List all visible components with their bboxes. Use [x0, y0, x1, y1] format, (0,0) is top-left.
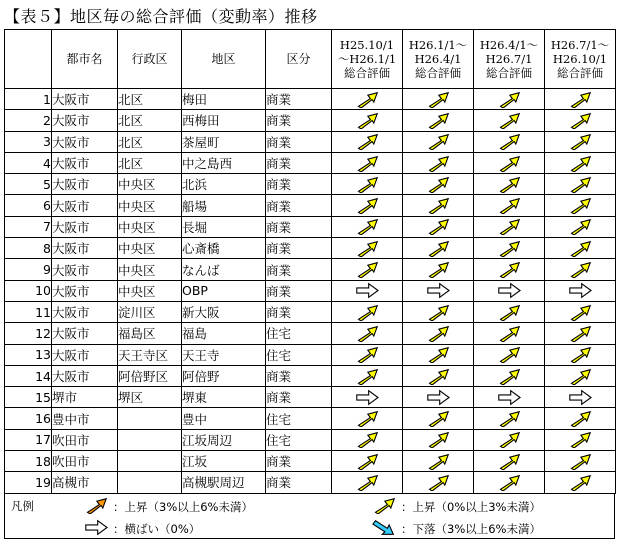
header-period-1: H25.10/1 ～H26.1/1 総合評価	[332, 30, 403, 89]
ward-cell	[118, 408, 182, 429]
row-number: 1	[5, 89, 52, 110]
district-cell: OBP	[182, 280, 266, 301]
trend-cell-period-2	[403, 174, 474, 195]
district-cell: 豊中	[182, 408, 266, 429]
row-number: 6	[5, 195, 52, 216]
diagonal-up-arrow-yellow-icon	[354, 474, 380, 491]
diagonal-up-arrow-yellow-icon	[496, 346, 522, 363]
table-row	[5, 131, 616, 152]
legend-item-up-large	[83, 497, 253, 517]
row-number: 17	[5, 429, 52, 450]
ward-cell: 中央区	[118, 174, 182, 195]
right-arrow-white-icon	[496, 282, 522, 299]
trend-cell-period-3	[474, 110, 545, 131]
ward-cell: 福島区	[118, 323, 182, 344]
trend-cell-period-2	[403, 131, 474, 152]
diagonal-up-arrow-yellow-icon	[425, 304, 451, 321]
trend-cell-period-4	[545, 238, 616, 259]
diagonal-up-arrow-yellow-icon	[496, 155, 522, 172]
category-cell: 住宅	[266, 323, 332, 344]
ward-cell: 中央区	[118, 195, 182, 216]
city-cell: 大阪市	[52, 110, 118, 131]
district-cell: 心斎橋	[182, 238, 266, 259]
district-cell: 新大阪	[182, 301, 266, 322]
diagonal-up-arrow-yellow-icon	[496, 325, 522, 342]
row-number: 9	[5, 259, 52, 280]
row-number: 14	[5, 365, 52, 386]
row-number: 16	[5, 408, 52, 429]
trend-cell-period-1	[332, 89, 403, 110]
diagonal-up-arrow-yellow-icon	[567, 474, 593, 491]
right-arrow-white-icon	[354, 282, 380, 299]
legend-up-large-label: ：上昇（3%以上6%未満）	[113, 500, 253, 514]
header-ward: 行政区	[118, 30, 182, 89]
table-row	[5, 365, 616, 386]
legend-title: 凡例	[11, 499, 34, 513]
trend-cell-period-1	[332, 387, 403, 408]
ward-cell	[118, 429, 182, 450]
trend-cell-period-4	[545, 344, 616, 365]
legend-item-down	[371, 519, 541, 539]
city-cell: 吹田市	[52, 429, 118, 450]
trend-cell-period-4	[545, 472, 616, 493]
category-cell: 商業	[266, 110, 332, 131]
trend-cell-period-1	[332, 131, 403, 152]
district-cell: 船場	[182, 195, 266, 216]
city-cell: 大阪市	[52, 216, 118, 237]
trend-cell-period-4	[545, 429, 616, 450]
category-cell: 住宅	[266, 429, 332, 450]
category-cell: 商業	[266, 131, 332, 152]
category-cell: 商業	[266, 238, 332, 259]
diagonal-up-arrow-yellow-icon	[567, 133, 593, 150]
trend-cell-period-3	[474, 174, 545, 195]
diagonal-up-arrow-yellow-icon	[354, 197, 380, 214]
row-number: 5	[5, 174, 52, 195]
table-row	[5, 110, 616, 131]
diagonal-up-arrow-yellow-icon	[567, 91, 593, 108]
category-cell: 商業	[266, 152, 332, 173]
category-cell: 住宅	[266, 408, 332, 429]
trend-cell-period-2	[403, 238, 474, 259]
row-number: 8	[5, 238, 52, 259]
trend-cell-period-1	[332, 152, 403, 173]
ward-cell	[118, 472, 182, 493]
trend-cell-period-1	[332, 408, 403, 429]
city-cell: 堺市	[52, 387, 118, 408]
table-row	[5, 472, 616, 493]
category-cell: 商業	[266, 387, 332, 408]
trend-cell-period-2	[403, 323, 474, 344]
diagonal-up-arrow-yellow-icon	[496, 261, 522, 278]
diagonal-up-arrow-yellow-icon	[425, 431, 451, 448]
city-cell: 大阪市	[52, 323, 118, 344]
table-row	[5, 323, 616, 344]
trend-cell-period-2	[403, 110, 474, 131]
district-cell: 阿倍野	[182, 365, 266, 386]
trend-cell-period-4	[545, 89, 616, 110]
district-cell: 長堀	[182, 216, 266, 237]
trend-cell-period-4	[545, 408, 616, 429]
table-body	[5, 89, 616, 494]
trend-cell-period-4	[545, 131, 616, 152]
table-row	[5, 259, 616, 280]
trend-cell-period-3	[474, 152, 545, 173]
ward-cell: 北区	[118, 131, 182, 152]
category-cell: 商業	[266, 174, 332, 195]
row-number: 4	[5, 152, 52, 173]
diagonal-up-arrow-yellow-icon	[354, 240, 380, 257]
right-arrow-white-icon	[83, 519, 113, 539]
district-cell: 江坂	[182, 451, 266, 472]
diagonal-up-arrow-yellow-icon	[496, 197, 522, 214]
diagonal-up-arrow-yellow-icon	[425, 91, 451, 108]
diagonal-up-arrow-yellow-icon	[496, 453, 522, 470]
trend-cell-period-2	[403, 472, 474, 493]
trend-cell-period-4	[545, 451, 616, 472]
diagonal-up-arrow-yellow-icon	[567, 346, 593, 363]
diagonal-up-arrow-yellow-icon	[371, 497, 401, 517]
row-number: 7	[5, 216, 52, 237]
trend-cell-period-3	[474, 89, 545, 110]
trend-cell-period-4	[545, 387, 616, 408]
diagonal-up-arrow-yellow-icon	[354, 133, 380, 150]
trend-cell-period-2	[403, 344, 474, 365]
diagonal-up-arrow-yellow-icon	[354, 218, 380, 235]
city-cell: 大阪市	[52, 344, 118, 365]
diagonal-up-arrow-yellow-icon	[567, 112, 593, 129]
ward-cell: 阿倍野区	[118, 365, 182, 386]
district-cell: 中之島西	[182, 152, 266, 173]
category-cell: 商業	[266, 195, 332, 216]
table-row	[5, 152, 616, 173]
header-period-3: H26.4/1～ H26.7/1 総合評価	[474, 30, 545, 89]
diagonal-up-arrow-yellow-icon	[496, 368, 522, 385]
trend-cell-period-1	[332, 429, 403, 450]
right-arrow-white-icon	[354, 389, 380, 406]
city-cell: 大阪市	[52, 152, 118, 173]
row-number: 3	[5, 131, 52, 152]
diagonal-up-arrow-yellow-icon	[425, 346, 451, 363]
ward-cell: 中央区	[118, 238, 182, 259]
right-arrow-white-icon	[496, 389, 522, 406]
ward-cell: 淀川区	[118, 301, 182, 322]
diagonal-up-arrow-yellow-icon	[354, 176, 380, 193]
diagonal-up-arrow-yellow-icon	[425, 368, 451, 385]
trend-cell-period-1	[332, 174, 403, 195]
trend-cell-period-1	[332, 365, 403, 386]
diagonal-up-arrow-yellow-icon	[425, 133, 451, 150]
district-cell: 西梅田	[182, 110, 266, 131]
trend-cell-period-2	[403, 152, 474, 173]
trend-cell-period-2	[403, 387, 474, 408]
diagonal-up-arrow-yellow-icon	[354, 261, 380, 278]
ward-cell	[118, 451, 182, 472]
table-row	[5, 301, 616, 322]
trend-cell-period-4	[545, 174, 616, 195]
trend-cell-period-2	[403, 195, 474, 216]
ward-cell: 中央区	[118, 280, 182, 301]
city-cell: 大阪市	[52, 365, 118, 386]
legend-item-up-small	[371, 497, 541, 517]
row-number: 10	[5, 280, 52, 301]
ward-cell: 堺区	[118, 387, 182, 408]
diagonal-up-arrow-yellow-icon	[425, 325, 451, 342]
trend-cell-period-2	[403, 216, 474, 237]
trend-cell-period-4	[545, 110, 616, 131]
trend-cell-period-1	[332, 301, 403, 322]
category-cell: 商業	[266, 451, 332, 472]
trend-cell-period-1	[332, 323, 403, 344]
table-row	[5, 216, 616, 237]
diagonal-up-arrow-yellow-icon	[567, 240, 593, 257]
category-cell: 商業	[266, 280, 332, 301]
city-cell: 大阪市	[52, 195, 118, 216]
district-cell: 高槻駅周辺	[182, 472, 266, 493]
trend-cell-period-1	[332, 216, 403, 237]
diagonal-up-arrow-yellow-icon	[567, 325, 593, 342]
district-cell: 江坂周辺	[182, 429, 266, 450]
trend-cell-period-3	[474, 429, 545, 450]
table-row	[5, 451, 616, 472]
diagonal-up-arrow-yellow-icon	[567, 453, 593, 470]
diagonal-up-arrow-yellow-icon	[496, 410, 522, 427]
diagonal-up-arrow-yellow-icon	[354, 304, 380, 321]
diagonal-up-arrow-yellow-icon	[354, 431, 380, 448]
trend-cell-period-1	[332, 110, 403, 131]
diagonal-up-arrow-yellow-icon	[425, 453, 451, 470]
diagonal-up-arrow-yellow-icon	[567, 410, 593, 427]
category-cell: 住宅	[266, 344, 332, 365]
trend-cell-period-1	[332, 195, 403, 216]
trend-cell-period-3	[474, 472, 545, 493]
diagonal-up-arrow-yellow-icon	[354, 368, 380, 385]
ward-cell: 北区	[118, 89, 182, 110]
table-row	[5, 344, 616, 365]
row-number: 2	[5, 110, 52, 131]
diagonal-up-arrow-yellow-icon	[567, 155, 593, 172]
diagonal-up-arrow-yellow-icon	[567, 368, 593, 385]
diagonal-up-arrow-yellow-icon	[354, 410, 380, 427]
diagonal-up-arrow-yellow-icon	[425, 176, 451, 193]
header-index	[5, 30, 52, 89]
header-period-2: H26.1/1～ H26.4/1 総合評価	[403, 30, 474, 89]
trend-cell-period-2	[403, 365, 474, 386]
trend-cell-period-4	[545, 152, 616, 173]
legend	[4, 493, 615, 539]
trend-cell-period-2	[403, 408, 474, 429]
right-arrow-white-icon	[425, 282, 451, 299]
category-cell: 商業	[266, 216, 332, 237]
ward-cell: 北区	[118, 110, 182, 131]
diagonal-up-arrow-yellow-icon	[425, 218, 451, 235]
district-cell: 天王寺	[182, 344, 266, 365]
trend-cell-period-1	[332, 451, 403, 472]
ward-cell: 天王寺区	[118, 344, 182, 365]
table-row	[5, 174, 616, 195]
trend-cell-period-4	[545, 301, 616, 322]
trend-cell-period-1	[332, 238, 403, 259]
table-row	[5, 89, 616, 110]
trend-cell-period-1	[332, 259, 403, 280]
header-district: 地区	[182, 30, 266, 89]
diagonal-up-arrow-yellow-icon	[425, 410, 451, 427]
category-cell: 商業	[266, 472, 332, 493]
city-cell: 大阪市	[52, 238, 118, 259]
category-cell: 商業	[266, 365, 332, 386]
table-title: 【表５】地区毎の総合評価（変動率）推移	[4, 7, 318, 26]
row-number: 11	[5, 301, 52, 322]
diagonal-up-arrow-yellow-icon	[496, 474, 522, 491]
city-cell: 大阪市	[52, 131, 118, 152]
right-arrow-white-icon	[425, 389, 451, 406]
trend-cell-period-2	[403, 259, 474, 280]
row-number: 12	[5, 323, 52, 344]
district-cell: 福島	[182, 323, 266, 344]
ward-cell: 中央区	[118, 216, 182, 237]
trend-cell-period-1	[332, 280, 403, 301]
trend-cell-period-4	[545, 195, 616, 216]
diagonal-up-arrow-yellow-icon	[496, 304, 522, 321]
right-arrow-white-icon	[567, 389, 593, 406]
trend-cell-period-4	[545, 216, 616, 237]
trend-cell-period-1	[332, 472, 403, 493]
trend-cell-period-4	[545, 280, 616, 301]
city-cell: 大阪市	[52, 280, 118, 301]
diagonal-up-arrow-yellow-icon	[496, 176, 522, 193]
trend-cell-period-2	[403, 280, 474, 301]
district-cell: 茶屋町	[182, 131, 266, 152]
trend-cell-period-3	[474, 387, 545, 408]
diagonal-up-arrow-yellow-icon	[425, 240, 451, 257]
header-category: 区分	[266, 30, 332, 89]
diagonal-up-arrow-yellow-icon	[567, 431, 593, 448]
city-cell: 大阪市	[52, 259, 118, 280]
evaluation-table	[4, 29, 616, 494]
diagonal-up-arrow-yellow-icon	[496, 218, 522, 235]
diagonal-up-arrow-yellow-icon	[354, 346, 380, 363]
diagonal-up-arrow-yellow-icon	[567, 197, 593, 214]
category-cell: 商業	[266, 259, 332, 280]
diagonal-up-arrow-yellow-icon	[354, 91, 380, 108]
diagonal-up-arrow-yellow-icon	[496, 133, 522, 150]
diagonal-up-arrow-yellow-icon	[496, 91, 522, 108]
trend-cell-period-2	[403, 429, 474, 450]
diagonal-up-arrow-yellow-icon	[354, 112, 380, 129]
district-cell: 北浜	[182, 174, 266, 195]
city-cell: 大阪市	[52, 89, 118, 110]
diagonal-up-arrow-yellow-icon	[354, 453, 380, 470]
diagonal-up-arrow-yellow-icon	[567, 176, 593, 193]
row-number: 13	[5, 344, 52, 365]
trend-cell-period-4	[545, 259, 616, 280]
trend-cell-period-2	[403, 451, 474, 472]
trend-cell-period-3	[474, 323, 545, 344]
city-cell: 吹田市	[52, 451, 118, 472]
trend-cell-period-3	[474, 238, 545, 259]
trend-cell-period-3	[474, 280, 545, 301]
legend-flat-label: ：横ばい（0%）	[113, 522, 201, 536]
diagonal-up-arrow-yellow-icon	[496, 240, 522, 257]
diagonal-up-arrow-yellow-icon	[496, 431, 522, 448]
legend-item-flat	[83, 519, 200, 539]
header-period-4: H26.7/1～ H26.10/1 総合評価	[545, 30, 616, 89]
trend-cell-period-2	[403, 301, 474, 322]
row-number: 15	[5, 387, 52, 408]
city-cell: 大阪市	[52, 301, 118, 322]
category-cell: 商業	[266, 89, 332, 110]
row-number: 18	[5, 451, 52, 472]
city-cell: 高槻市	[52, 472, 118, 493]
diagonal-up-arrow-yellow-icon	[425, 197, 451, 214]
table-row	[5, 195, 616, 216]
diagonal-up-arrow-yellow-icon	[354, 155, 380, 172]
table-row	[5, 238, 616, 259]
table-row	[5, 387, 616, 408]
right-arrow-white-icon	[567, 282, 593, 299]
diagonal-up-arrow-yellow-icon	[567, 261, 593, 278]
diagonal-up-arrow-yellow-icon	[425, 261, 451, 278]
city-cell: 豊中市	[52, 408, 118, 429]
trend-cell-period-3	[474, 451, 545, 472]
trend-cell-period-3	[474, 344, 545, 365]
trend-cell-period-2	[403, 89, 474, 110]
table-row	[5, 429, 616, 450]
ward-cell: 中央区	[118, 259, 182, 280]
legend-up-small-label: ：上昇（0%以上3%未満）	[401, 500, 541, 514]
table-row	[5, 408, 616, 429]
district-cell: なんば	[182, 259, 266, 280]
header-row	[5, 30, 616, 89]
diagonal-up-arrow-yellow-icon	[567, 218, 593, 235]
diagonal-down-arrow-blue-icon	[371, 519, 401, 539]
trend-cell-period-3	[474, 131, 545, 152]
diagonal-up-arrow-orange-icon	[83, 497, 113, 517]
trend-cell-period-3	[474, 216, 545, 237]
legend-down-label: ：下落（3%以上6%未満）	[401, 522, 541, 536]
trend-cell-period-1	[332, 344, 403, 365]
diagonal-up-arrow-yellow-icon	[354, 325, 380, 342]
table-row	[5, 280, 616, 301]
trend-cell-period-3	[474, 365, 545, 386]
diagonal-up-arrow-yellow-icon	[425, 112, 451, 129]
category-cell: 商業	[266, 301, 332, 322]
trend-cell-period-4	[545, 323, 616, 344]
ward-cell: 北区	[118, 152, 182, 173]
trend-cell-period-3	[474, 408, 545, 429]
trend-cell-period-3	[474, 301, 545, 322]
trend-cell-period-3	[474, 259, 545, 280]
trend-cell-period-4	[545, 365, 616, 386]
diagonal-up-arrow-yellow-icon	[567, 304, 593, 321]
row-number: 19	[5, 472, 52, 493]
diagonal-up-arrow-yellow-icon	[425, 474, 451, 491]
district-cell: 堺東	[182, 387, 266, 408]
diagonal-up-arrow-yellow-icon	[425, 155, 451, 172]
district-cell: 梅田	[182, 89, 266, 110]
header-city: 都市名	[52, 30, 118, 89]
diagonal-up-arrow-yellow-icon	[496, 112, 522, 129]
trend-cell-period-3	[474, 195, 545, 216]
city-cell: 大阪市	[52, 174, 118, 195]
